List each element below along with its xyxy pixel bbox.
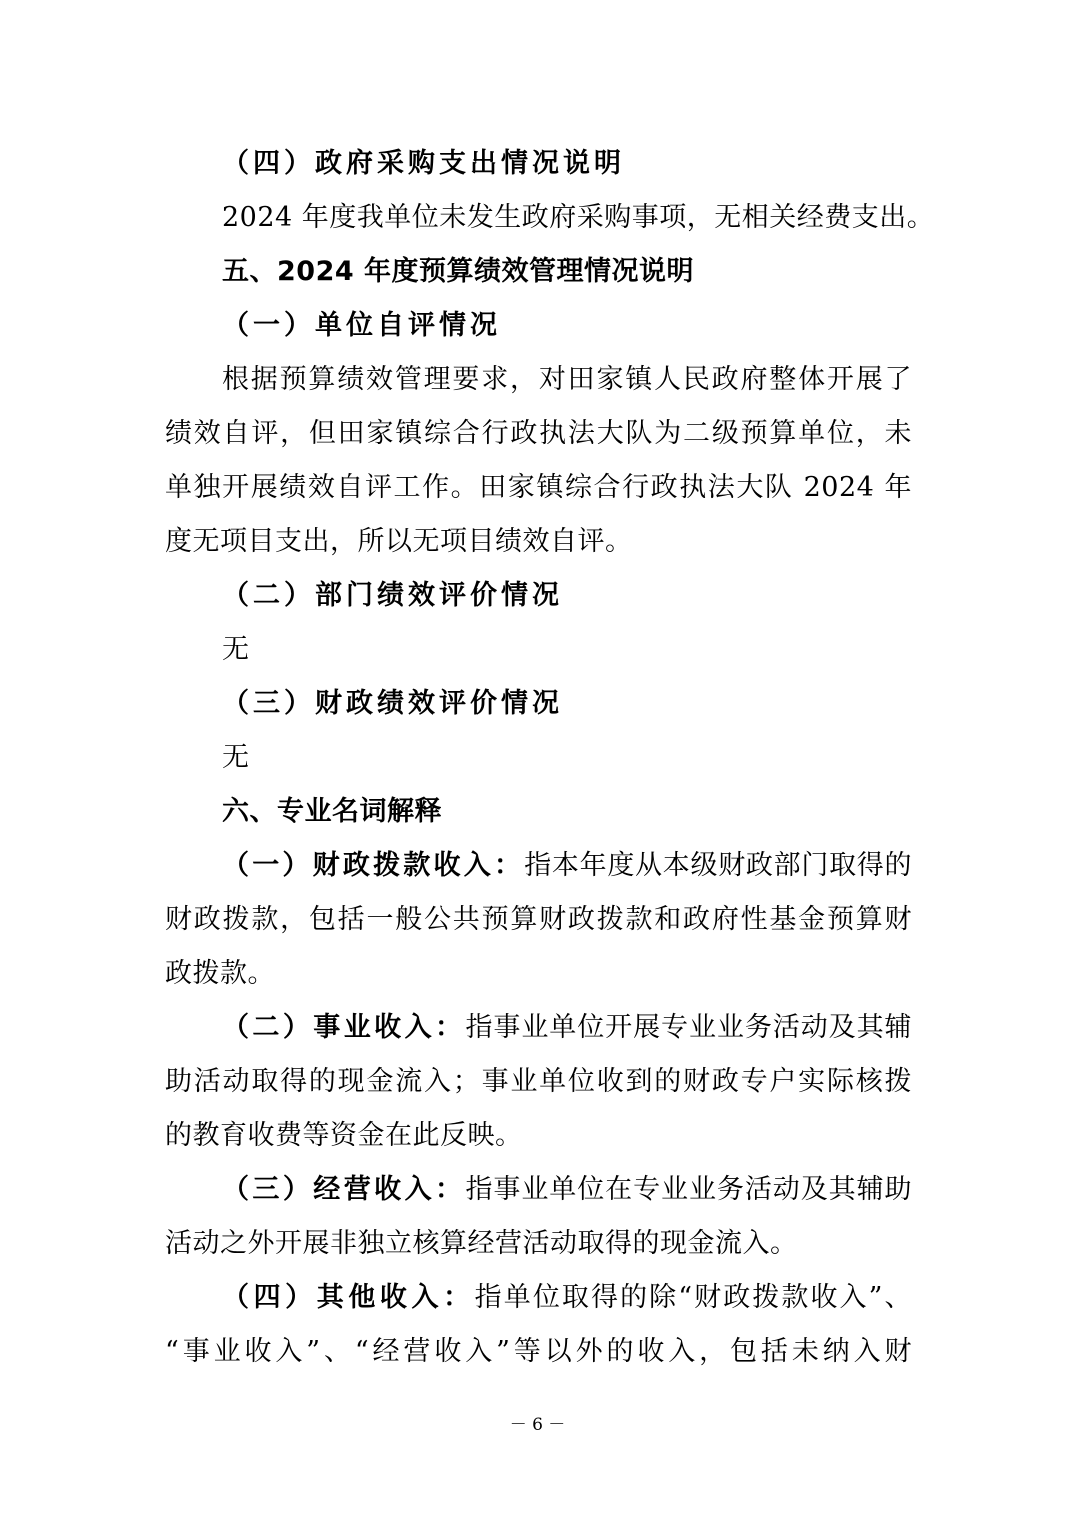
paragraph-line: 单独开展绩效自评工作。田家镇综合行政执法大队 2024 年 — [165, 472, 912, 503]
paragraph-line: 根据预算绩效管理要求，对田家镇人民政府整体开展了 — [222, 364, 912, 395]
paragraph-fiscal-evaluation: 无 — [222, 742, 250, 773]
subsection-heading-self-evaluation: （一）单位自评情况 — [222, 310, 501, 341]
subsection-heading-dept-evaluation: （二）部门绩效评价情况 — [222, 580, 563, 611]
paragraph-line: 的教育收费等资金在此反映。 — [165, 1120, 523, 1151]
paragraph-line: 活动之外开展非独立核算经营活动取得的现金流入。 — [165, 1228, 798, 1259]
subsection-heading-gov-procurement: （四）政府采购支出情况说明 — [222, 148, 625, 179]
section-heading-glossary: 六、专业名词解释 — [222, 796, 442, 827]
paragraph-gov-procurement: 2024 年度我单位未发生政府采购事项，无相关经费支出。 — [222, 202, 935, 233]
paragraph-dept-evaluation: 无 — [222, 634, 250, 665]
term-label: （四）其他收入： — [222, 1282, 475, 1313]
paragraph-line: “事业收入”、“经营收入”等以外的收入，包括未纳入财 — [165, 1336, 912, 1367]
paragraph-line: 政拨款。 — [165, 958, 275, 989]
paragraph-line: 财政拨款，包括一般公共预算财政拨款和政府性基金预算财 — [165, 904, 912, 935]
term-definition: 指本年度从本级财政部门取得的 — [524, 850, 913, 881]
glossary-term-business-income — [222, 1010, 912, 1046]
glossary-term-operating-income — [222, 1172, 912, 1208]
paragraph-line: 度无项目支出，所以无项目绩效自评。 — [165, 526, 633, 557]
subsection-heading-fiscal-evaluation: （三）财政绩效评价情况 — [222, 688, 563, 719]
term-definition: 指事业单位在专业业务活动及其辅助 — [465, 1174, 913, 1205]
term-label: （一）财政拨款收入： — [222, 850, 525, 881]
glossary-term-fiscal-allocation — [222, 848, 912, 884]
paragraph-line: 助活动取得的现金流入；事业单位收到的财政专户实际核拨 — [165, 1066, 912, 1097]
section-heading-performance: 五、2024 年度预算绩效管理情况说明 — [222, 256, 695, 287]
paragraph-line: 绩效自评，但田家镇综合行政执法大队为二级预算单位，未 — [165, 418, 912, 449]
term-label: （三）经营收入： — [222, 1174, 466, 1205]
term-label: （二）事业收入： — [222, 1012, 466, 1043]
term-definition: 指事业单位开展专业业务活动及其辅 — [465, 1012, 913, 1043]
glossary-term-other-income — [222, 1280, 912, 1316]
term-definition: 指单位取得的除“财政拨款收入”、 — [474, 1282, 913, 1313]
page-number: － 6 － — [509, 1415, 566, 1435]
